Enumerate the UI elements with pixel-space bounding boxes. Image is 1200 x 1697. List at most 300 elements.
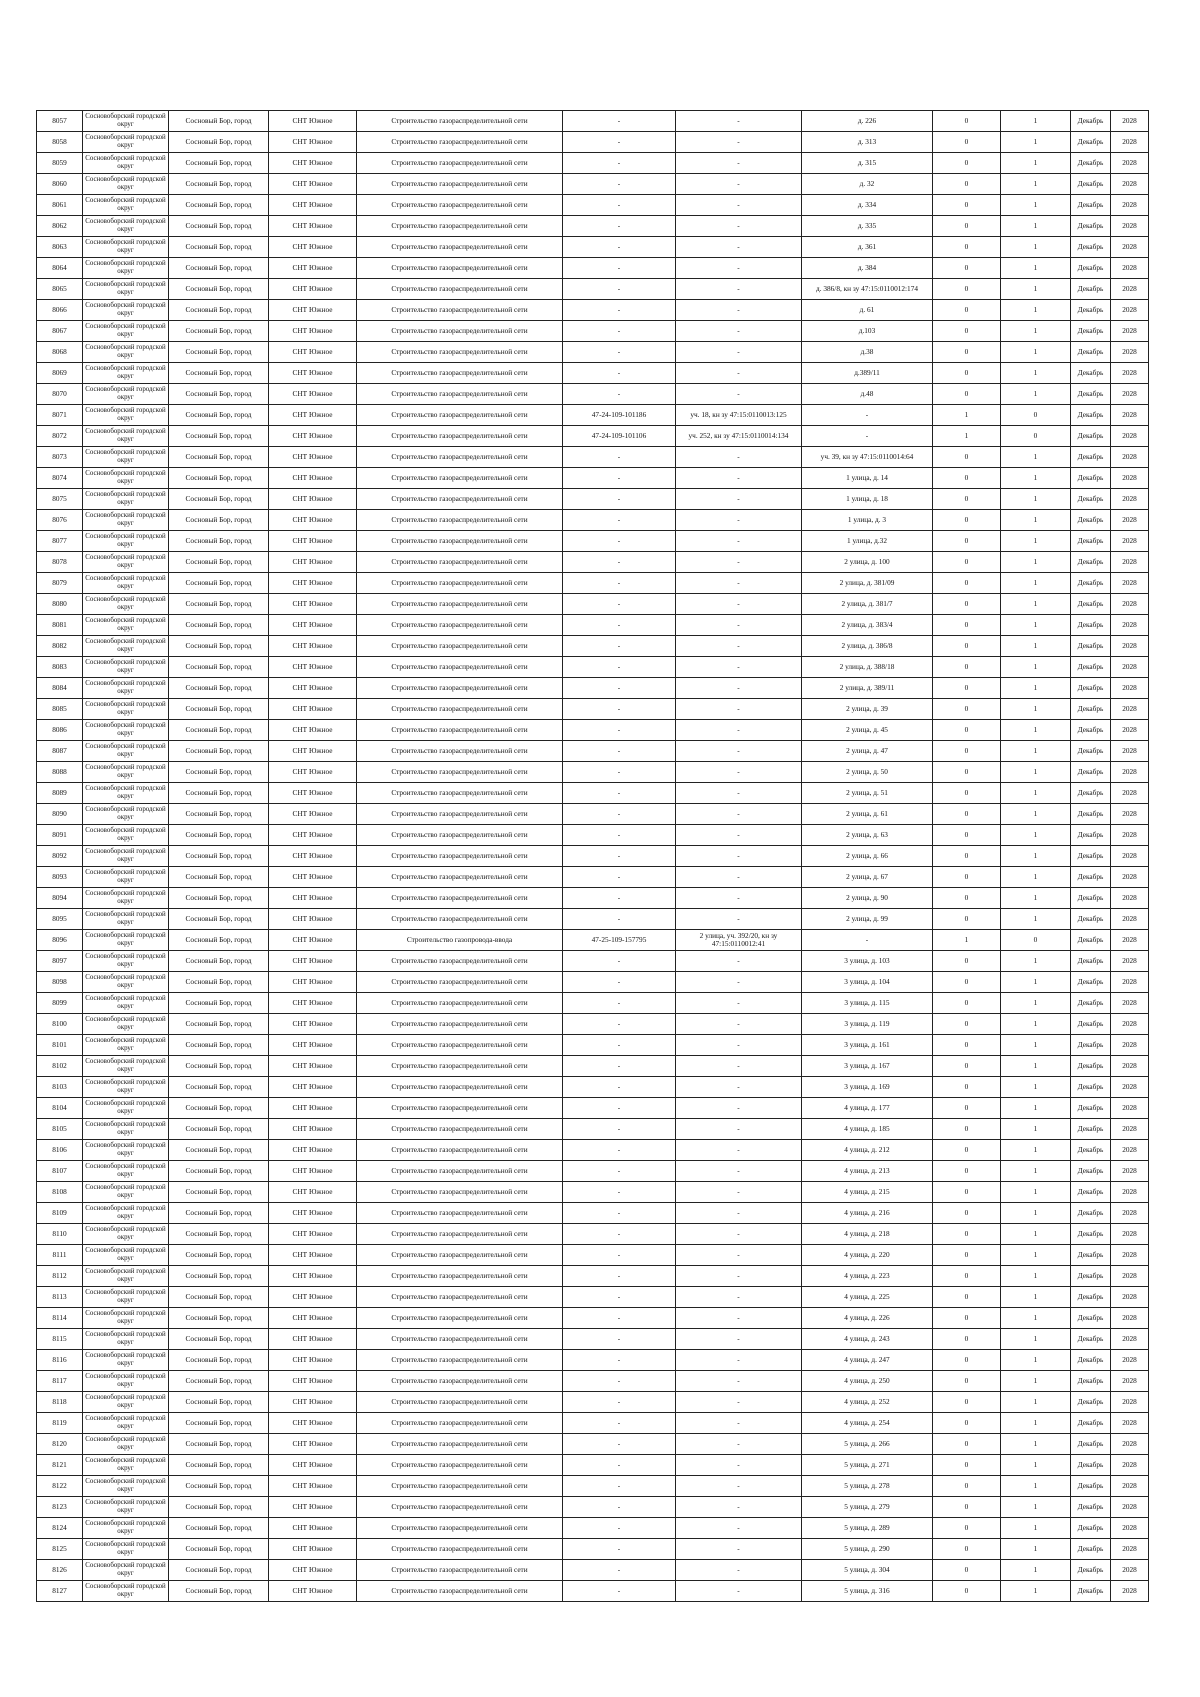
work-type-cell: Строительство газораспределительной сети [357, 1098, 563, 1119]
work-type-cell: Строительство газораспределительной сети [357, 153, 563, 174]
work-type-cell: Строительство газораспределительной сети [357, 1350, 563, 1371]
count-b-cell: 1 [1001, 468, 1071, 489]
count-b-cell: 1 [1001, 1518, 1071, 1539]
row-number: 8063 [37, 237, 83, 258]
tu-number-cell: - [563, 1161, 676, 1182]
region-cell: Сосновоборский городской округ [83, 909, 169, 930]
count-a-cell: 0 [933, 1329, 1001, 1350]
plot-cell: - [676, 258, 802, 279]
tu-number-cell: - [563, 279, 676, 300]
year-cell: 2028 [1111, 1224, 1149, 1245]
count-a-cell: 0 [933, 1581, 1001, 1602]
count-b-cell: 1 [1001, 1455, 1071, 1476]
row-number: 8117 [37, 1371, 83, 1392]
count-b-cell: 1 [1001, 678, 1071, 699]
year-cell: 2028 [1111, 1455, 1149, 1476]
work-type-cell: Строительство газораспределительной сети [357, 1434, 563, 1455]
count-a-cell: 0 [933, 1266, 1001, 1287]
tu-number-cell: - [563, 1476, 676, 1497]
plot-cell: - [676, 1161, 802, 1182]
table-row [37, 1476, 1149, 1497]
locality-cell: Сосновый Бор, город [169, 804, 269, 825]
snt-cell: СНТ Южное [269, 657, 357, 678]
snt-cell: СНТ Южное [269, 1476, 357, 1497]
locality-cell: Сосновый Бор, город [169, 216, 269, 237]
region-cell: Сосновоборский городской округ [83, 321, 169, 342]
tu-number-cell: - [563, 1119, 676, 1140]
count-b-cell: 1 [1001, 510, 1071, 531]
snt-cell: СНТ Южное [269, 594, 357, 615]
count-b-cell: 1 [1001, 762, 1071, 783]
region-cell: Сосновоборский городской округ [83, 804, 169, 825]
count-a-cell: 0 [933, 1224, 1001, 1245]
plot-cell: - [676, 111, 802, 132]
count-a-cell: 0 [933, 741, 1001, 762]
month-cell: Декабрь [1071, 321, 1111, 342]
snt-cell: СНТ Южное [269, 825, 357, 846]
table-row [37, 405, 1149, 426]
table-row [37, 552, 1149, 573]
count-a-cell: 0 [933, 909, 1001, 930]
region-cell: Сосновоборский городской округ [83, 951, 169, 972]
month-cell: Декабрь [1071, 1224, 1111, 1245]
house-cell: 2 улица, д. 67 [802, 867, 933, 888]
region-cell: Сосновоборский городской округ [83, 342, 169, 363]
house-cell: 4 улица, д. 226 [802, 1308, 933, 1329]
tu-number-cell: - [563, 531, 676, 552]
month-cell: Декабрь [1071, 1581, 1111, 1602]
locality-cell: Сосновый Бор, город [169, 1182, 269, 1203]
row-number: 8077 [37, 531, 83, 552]
count-a-cell: 0 [933, 615, 1001, 636]
year-cell: 2028 [1111, 783, 1149, 804]
snt-cell: СНТ Южное [269, 1371, 357, 1392]
count-a-cell: 0 [933, 1035, 1001, 1056]
region-cell: Сосновоборский городской округ [83, 783, 169, 804]
tu-number-cell: - [563, 1182, 676, 1203]
table-row [37, 636, 1149, 657]
year-cell: 2028 [1111, 1140, 1149, 1161]
region-cell: Сосновоборский городской округ [83, 510, 169, 531]
year-cell: 2028 [1111, 1056, 1149, 1077]
work-type-cell: Строительство газораспределительной сети [357, 1392, 563, 1413]
month-cell: Декабрь [1071, 636, 1111, 657]
house-cell: 5 улица, д. 289 [802, 1518, 933, 1539]
year-cell: 2028 [1111, 1581, 1149, 1602]
tu-number-cell: - [563, 993, 676, 1014]
count-a-cell: 0 [933, 279, 1001, 300]
region-cell: Сосновоборский городской округ [83, 594, 169, 615]
count-a-cell: 0 [933, 489, 1001, 510]
work-type-cell: Строительство газораспределительной сети [357, 636, 563, 657]
region-cell: Сосновоборский городской округ [83, 993, 169, 1014]
work-type-cell: Строительство газораспределительной сети [357, 1161, 563, 1182]
plot-cell: - [676, 489, 802, 510]
work-type-cell: Строительство газораспределительной сети [357, 426, 563, 447]
month-cell: Декабрь [1071, 384, 1111, 405]
count-a-cell: 0 [933, 867, 1001, 888]
row-number: 8085 [37, 699, 83, 720]
year-cell: 2028 [1111, 468, 1149, 489]
locality-cell: Сосновый Бор, город [169, 342, 269, 363]
year-cell: 2028 [1111, 951, 1149, 972]
year-cell: 2028 [1111, 405, 1149, 426]
work-type-cell: Строительство газораспределительной сети [357, 1308, 563, 1329]
month-cell: Декабрь [1071, 510, 1111, 531]
work-type-cell: Строительство газораспределительной сети [357, 300, 563, 321]
count-a-cell: 0 [933, 1455, 1001, 1476]
snt-cell: СНТ Южное [269, 1455, 357, 1476]
work-type-cell: Строительство газораспределительной сети [357, 1581, 563, 1602]
month-cell: Декабрь [1071, 1434, 1111, 1455]
plot-cell: - [676, 1224, 802, 1245]
locality-cell: Сосновый Бор, город [169, 1308, 269, 1329]
tu-number-cell: - [563, 594, 676, 615]
plot-cell: - [676, 783, 802, 804]
locality-cell: Сосновый Бор, город [169, 1245, 269, 1266]
house-cell: 3 улица, д. 169 [802, 1077, 933, 1098]
locality-cell: Сосновый Бор, город [169, 1434, 269, 1455]
year-cell: 2028 [1111, 699, 1149, 720]
region-cell: Сосновоборский городской округ [83, 1434, 169, 1455]
locality-cell: Сосновый Бор, город [169, 321, 269, 342]
row-number: 8110 [37, 1224, 83, 1245]
snt-cell: СНТ Южное [269, 573, 357, 594]
tu-number-cell: - [563, 363, 676, 384]
year-cell: 2028 [1111, 930, 1149, 951]
tu-number-cell: - [563, 1224, 676, 1245]
region-cell: Сосновоборский городской округ [83, 1035, 169, 1056]
locality-cell: Сосновый Бор, город [169, 132, 269, 153]
snt-cell: СНТ Южное [269, 720, 357, 741]
count-a-cell: 0 [933, 384, 1001, 405]
work-type-cell: Строительство газораспределительной сети [357, 1266, 563, 1287]
locality-cell: Сосновый Бор, город [169, 573, 269, 594]
locality-cell: Сосновый Бор, город [169, 930, 269, 951]
count-b-cell: 1 [1001, 846, 1071, 867]
count-b-cell: 1 [1001, 1266, 1071, 1287]
count-a-cell: 0 [933, 1182, 1001, 1203]
month-cell: Декабрь [1071, 783, 1111, 804]
table-row [37, 1161, 1149, 1182]
count-a-cell: 0 [933, 1056, 1001, 1077]
year-cell: 2028 [1111, 657, 1149, 678]
tu-number-cell: - [563, 615, 676, 636]
row-number: 8122 [37, 1476, 83, 1497]
count-a-cell: 0 [933, 1392, 1001, 1413]
year-cell: 2028 [1111, 972, 1149, 993]
table-row [37, 1098, 1149, 1119]
table-row [37, 1014, 1149, 1035]
work-type-cell: Строительство газораспределительной сети [357, 573, 563, 594]
region-cell: Сосновоборский городской округ [83, 258, 169, 279]
tu-number-cell: - [563, 1455, 676, 1476]
count-a-cell: 0 [933, 1350, 1001, 1371]
work-type-cell: Строительство газораспределительной сети [357, 1413, 563, 1434]
tu-number-cell: - [563, 174, 676, 195]
region-cell: Сосновоборский городской округ [83, 888, 169, 909]
work-type-cell: Строительство газораспределительной сети [357, 1560, 563, 1581]
table-row [37, 1182, 1149, 1203]
house-cell: 5 улица, д. 316 [802, 1581, 933, 1602]
locality-cell: Сосновый Бор, город [169, 510, 269, 531]
count-b-cell: 1 [1001, 657, 1071, 678]
locality-cell: Сосновый Бор, город [169, 1329, 269, 1350]
house-cell: 1 улица, д. 18 [802, 489, 933, 510]
row-number: 8066 [37, 300, 83, 321]
row-number: 8097 [37, 951, 83, 972]
locality-cell: Сосновый Бор, город [169, 741, 269, 762]
count-a-cell: 0 [933, 258, 1001, 279]
count-a-cell: 0 [933, 1518, 1001, 1539]
table-row [37, 678, 1149, 699]
snt-cell: СНТ Южное [269, 300, 357, 321]
year-cell: 2028 [1111, 594, 1149, 615]
month-cell: Декабрь [1071, 1287, 1111, 1308]
tu-number-cell: - [563, 741, 676, 762]
tu-number-cell: - [563, 216, 676, 237]
count-a-cell: 0 [933, 1161, 1001, 1182]
table-row [37, 216, 1149, 237]
row-number: 8057 [37, 111, 83, 132]
count-a-cell: 0 [933, 699, 1001, 720]
count-a-cell: 0 [933, 1098, 1001, 1119]
plot-cell: - [676, 993, 802, 1014]
locality-cell: Сосновый Бор, город [169, 993, 269, 1014]
snt-cell: СНТ Южное [269, 1518, 357, 1539]
region-cell: Сосновоборский городской округ [83, 1203, 169, 1224]
table-row [37, 447, 1149, 468]
row-number: 8091 [37, 825, 83, 846]
year-cell: 2028 [1111, 384, 1149, 405]
work-type-cell: Строительство газораспределительной сети [357, 447, 563, 468]
region-cell: Сосновоборский городской округ [83, 426, 169, 447]
table-row [37, 195, 1149, 216]
year-cell: 2028 [1111, 279, 1149, 300]
locality-cell: Сосновый Бор, город [169, 1539, 269, 1560]
region-cell: Сосновоборский городской округ [83, 1581, 169, 1602]
snt-cell: СНТ Южное [269, 111, 357, 132]
plot-cell: - [676, 132, 802, 153]
house-cell: 1 улица, д. 3 [802, 510, 933, 531]
house-cell: 2 улица, д. 381/7 [802, 594, 933, 615]
plot-cell: - [676, 447, 802, 468]
snt-cell: СНТ Южное [269, 216, 357, 237]
table-row [37, 1371, 1149, 1392]
table-row [37, 1392, 1149, 1413]
plot-cell: 2 улица, уч. 392/20, кн зу 47:15:0110012:41 [676, 930, 802, 951]
locality-cell: Сосновый Бор, город [169, 678, 269, 699]
snt-cell: СНТ Южное [269, 846, 357, 867]
month-cell: Декабрь [1071, 1350, 1111, 1371]
month-cell: Декабрь [1071, 1266, 1111, 1287]
region-cell: Сосновоборский городской округ [83, 405, 169, 426]
snt-cell: СНТ Южное [269, 741, 357, 762]
count-a-cell: 0 [933, 573, 1001, 594]
count-a-cell: 0 [933, 195, 1001, 216]
count-a-cell: 0 [933, 762, 1001, 783]
snt-cell: СНТ Южное [269, 552, 357, 573]
row-number: 8098 [37, 972, 83, 993]
count-b-cell: 1 [1001, 804, 1071, 825]
plot-cell: - [676, 657, 802, 678]
count-a-cell: 0 [933, 951, 1001, 972]
work-type-cell: Строительство газораспределительной сети [357, 321, 563, 342]
house-cell: 4 улица, д. 243 [802, 1329, 933, 1350]
plot-cell: - [676, 1497, 802, 1518]
house-cell: д. 335 [802, 216, 933, 237]
month-cell: Декабрь [1071, 867, 1111, 888]
row-number: 8065 [37, 279, 83, 300]
work-type-cell: Строительство газораспределительной сети [357, 720, 563, 741]
work-type-cell: Строительство газораспределительной сети [357, 804, 563, 825]
count-b-cell: 1 [1001, 1308, 1071, 1329]
count-a-cell: 0 [933, 678, 1001, 699]
year-cell: 2028 [1111, 909, 1149, 930]
count-b-cell: 1 [1001, 1581, 1071, 1602]
locality-cell: Сосновый Бор, город [169, 384, 269, 405]
locality-cell: Сосновый Бор, город [169, 300, 269, 321]
tu-number-cell: - [563, 1287, 676, 1308]
table-row [37, 279, 1149, 300]
house-cell: 4 улица, д. 185 [802, 1119, 933, 1140]
house-cell: 2 улица, д. 90 [802, 888, 933, 909]
locality-cell: Сосновый Бор, город [169, 1497, 269, 1518]
plot-cell: - [676, 1140, 802, 1161]
table-row [37, 237, 1149, 258]
year-cell: 2028 [1111, 1287, 1149, 1308]
snt-cell: СНТ Южное [269, 1035, 357, 1056]
house-cell: 2 улица, д. 39 [802, 699, 933, 720]
table-row [37, 174, 1149, 195]
month-cell: Декабрь [1071, 1161, 1111, 1182]
region-cell: Сосновоборский городской округ [83, 447, 169, 468]
table-row [37, 1581, 1149, 1602]
month-cell: Декабрь [1071, 426, 1111, 447]
house-cell: 2 улица, д. 66 [802, 846, 933, 867]
snt-cell: СНТ Южное [269, 678, 357, 699]
count-a-cell: 0 [933, 1539, 1001, 1560]
row-number: 8060 [37, 174, 83, 195]
year-cell: 2028 [1111, 195, 1149, 216]
tu-number-cell: - [563, 720, 676, 741]
year-cell: 2028 [1111, 531, 1149, 552]
snt-cell: СНТ Южное [269, 636, 357, 657]
row-number: 8073 [37, 447, 83, 468]
work-type-cell: Строительство газораспределительной сети [357, 699, 563, 720]
year-cell: 2028 [1111, 888, 1149, 909]
tu-number-cell: - [563, 825, 676, 846]
snt-cell: СНТ Южное [269, 531, 357, 552]
month-cell: Декабрь [1071, 111, 1111, 132]
locality-cell: Сосновый Бор, город [169, 1350, 269, 1371]
year-cell: 2028 [1111, 552, 1149, 573]
count-a-cell: 0 [933, 1014, 1001, 1035]
count-b-cell: 1 [1001, 1224, 1071, 1245]
house-cell: 3 улица, д. 167 [802, 1056, 933, 1077]
house-cell: 4 улица, д. 177 [802, 1098, 933, 1119]
locality-cell: Сосновый Бор, город [169, 888, 269, 909]
tu-number-cell: - [563, 1350, 676, 1371]
region-cell: Сосновоборский городской округ [83, 1224, 169, 1245]
snt-cell: СНТ Южное [269, 153, 357, 174]
count-a-cell: 0 [933, 552, 1001, 573]
row-number: 8114 [37, 1308, 83, 1329]
count-a-cell: 0 [933, 153, 1001, 174]
count-a-cell: 0 [933, 1371, 1001, 1392]
tu-number-cell: - [563, 573, 676, 594]
count-b-cell: 1 [1001, 1497, 1071, 1518]
row-number: 8094 [37, 888, 83, 909]
row-number: 8092 [37, 846, 83, 867]
plot-cell: - [676, 636, 802, 657]
plot-cell: - [676, 1455, 802, 1476]
year-cell: 2028 [1111, 1413, 1149, 1434]
house-cell: 2 улица, д. 383/4 [802, 615, 933, 636]
year-cell: 2028 [1111, 489, 1149, 510]
month-cell: Декабрь [1071, 1140, 1111, 1161]
region-cell: Сосновоборский городской округ [83, 111, 169, 132]
region-cell: Сосновоборский городской округ [83, 1077, 169, 1098]
work-type-cell: Строительство газораспределительной сети [357, 1539, 563, 1560]
count-b-cell: 1 [1001, 741, 1071, 762]
work-type-cell: Строительство газораспределительной сети [357, 363, 563, 384]
count-b-cell: 1 [1001, 1161, 1071, 1182]
region-cell: Сосновоборский городской округ [83, 573, 169, 594]
region-cell: Сосновоборский городской округ [83, 237, 169, 258]
count-a-cell: 0 [933, 216, 1001, 237]
year-cell: 2028 [1111, 1392, 1149, 1413]
count-a-cell: 1 [933, 405, 1001, 426]
snt-cell: СНТ Южное [269, 930, 357, 951]
plot-cell: - [676, 1287, 802, 1308]
house-cell: 1 улица, д. 14 [802, 468, 933, 489]
plot-cell: - [676, 741, 802, 762]
month-cell: Декабрь [1071, 993, 1111, 1014]
row-number: 8096 [37, 930, 83, 951]
tu-number-cell: - [563, 1077, 676, 1098]
work-type-cell: Строительство газораспределительной сети [357, 1245, 563, 1266]
work-type-cell: Строительство газораспределительной сети [357, 993, 563, 1014]
tu-number-cell: - [563, 1056, 676, 1077]
locality-cell: Сосновый Бор, город [169, 1140, 269, 1161]
registry-table [36, 110, 1149, 1602]
tu-number-cell: 47-25-109-157795 [563, 930, 676, 951]
locality-cell: Сосновый Бор, город [169, 1560, 269, 1581]
house-cell: 4 улица, д. 225 [802, 1287, 933, 1308]
year-cell: 2028 [1111, 1161, 1149, 1182]
plot-cell: - [676, 888, 802, 909]
work-type-cell: Строительство газораспределительной сети [357, 678, 563, 699]
snt-cell: СНТ Южное [269, 489, 357, 510]
tu-number-cell: - [563, 1014, 676, 1035]
count-a-cell: 0 [933, 636, 1001, 657]
table-row [37, 1434, 1149, 1455]
region-cell: Сосновоборский городской округ [83, 1476, 169, 1497]
count-b-cell: 1 [1001, 951, 1071, 972]
count-b-cell: 1 [1001, 489, 1071, 510]
plot-cell: - [676, 1413, 802, 1434]
snt-cell: СНТ Южное [269, 972, 357, 993]
table-row [37, 258, 1149, 279]
month-cell: Декабрь [1071, 1308, 1111, 1329]
count-b-cell: 1 [1001, 174, 1071, 195]
table-row [37, 846, 1149, 867]
work-type-cell: Строительство газораспределительной сети [357, 615, 563, 636]
work-type-cell: Строительство газораспределительной сети [357, 657, 563, 678]
house-cell: д. 334 [802, 195, 933, 216]
row-number: 8058 [37, 132, 83, 153]
